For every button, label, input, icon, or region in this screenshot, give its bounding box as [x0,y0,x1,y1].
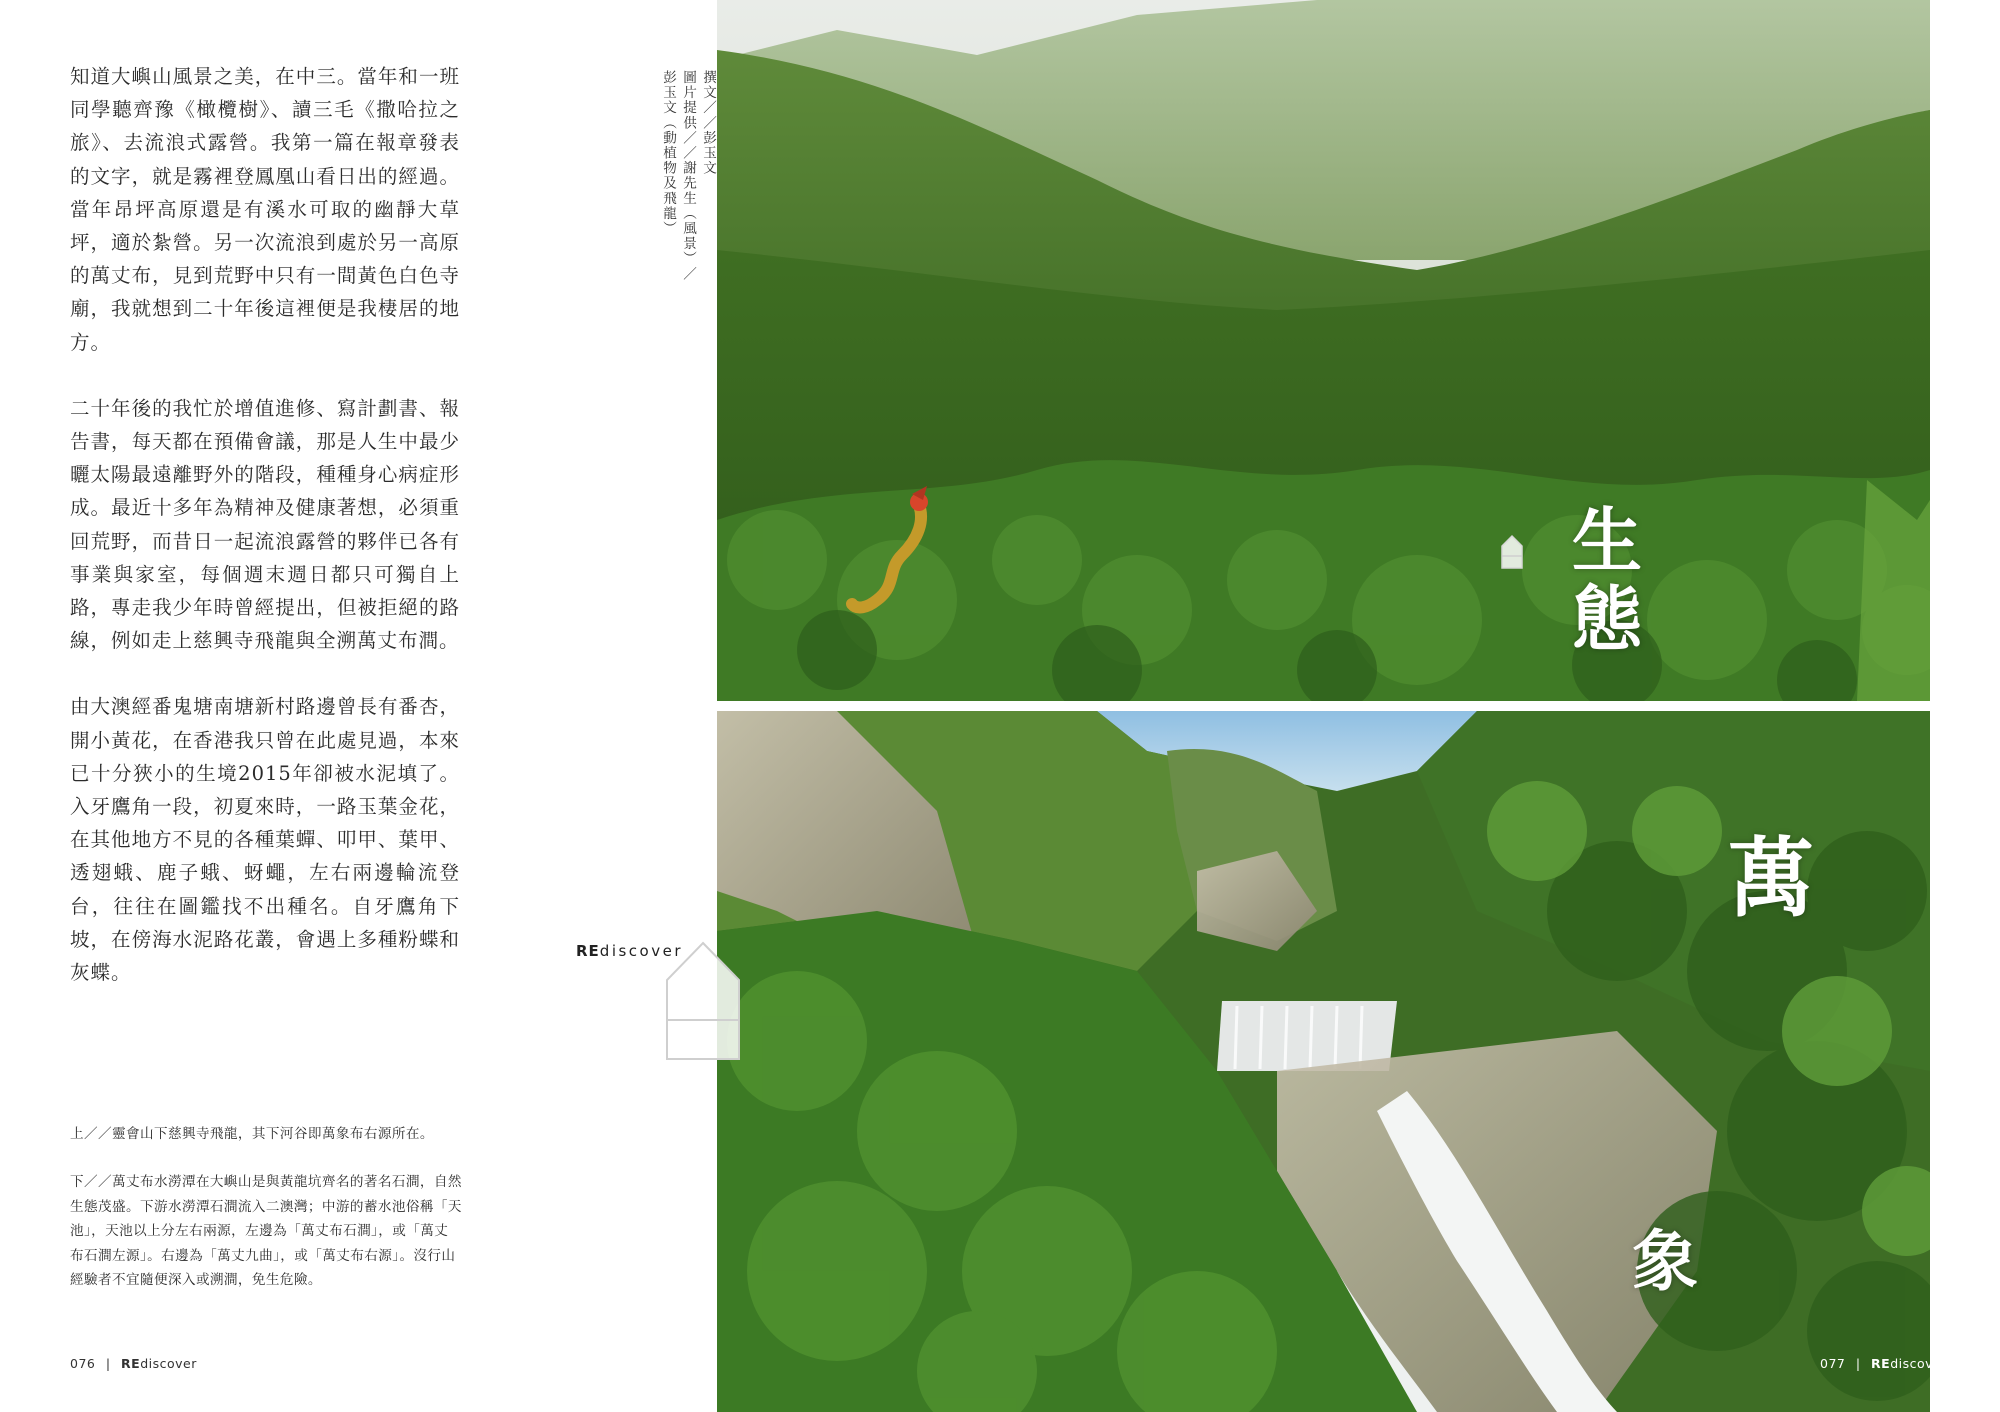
folio-right [1820,1356,1947,1371]
credit-writer: 撰文／／彭玉文 [700,70,716,176]
photo-waterfall [717,711,1930,1412]
article-paragraph-2: 二十年後的我忙於增值進修、寫計劃書、報告書，每天都在預備會議，那是人生中最少曬太陽最遠離野外的階段，種種身心病症形成。最近十多年為精神及健康著想，必須重回荒野，而昔日一起流浪露營的夥伴已各有事業與家室，每個週末週日都只可獨自上路，專走我少年時曾經提出，但被拒絕的路線，例如走上慈興寺飛龍與全溯萬丈布澗。 [70,396,460,653]
caption-top: 上／／靈會山下慈興寺飛龍，其下河谷即萬象布右源所在。 [70,1126,434,1142]
title-char-3: 萬 [1728,828,1814,929]
author-credits [658,70,718,310]
folio-separator-right: | [1855,1356,1861,1371]
brand-rest-center: discover [599,942,683,960]
credit-photos-cont: 彭玉文（動植物及飛龍） [660,70,676,237]
brand-bold-left: RE [121,1356,141,1371]
house-outline-icon [664,940,742,1062]
title-char-4: 象 [1632,1222,1698,1300]
credit-photos: 圖片提供／／謝先生（風景）／ [680,70,696,282]
title-char-2: 態 [1572,577,1642,660]
article-paragraph-1: 知道大嶼山風景之美，在中三。當年和一班同學聽齊豫《橄欖樹》、讀三毛《撒哈拉之旅》、去流浪式露營。我第一篇在報章發表的文字，就是霧裡登鳳凰山看日出的經過。當年昂坪高原還是有溪水可取的幽靜大草坪，適於紮營。另一次流浪到處於另一高原的萬丈布，見到荒野中只有一間黃色白色寺廟，我就想到二十年後這裡便是我棲居的地方。 [70,65,460,354]
folio-separator-left: | [105,1356,111,1371]
page-number-left: 076 [70,1356,96,1371]
photo-valley-dragon [717,0,1930,701]
article-body [70,60,460,1022]
brand-rest-right: discover [1890,1356,1947,1371]
brand-rest-left: discover [140,1356,197,1371]
small-house-icon [1500,534,1524,570]
brand-bold-right: RE [1871,1356,1891,1371]
page-number-right: 077 [1820,1356,1846,1371]
title-char-1: 生 [1572,499,1642,582]
brand-bold-center: RE [576,942,600,960]
article-paragraph-3: 由大澳經番鬼塘南塘新村路邊曾長有番杏，開小黃花，在香港我只曾在此處見過，本來已十分狹小的生境2015年卻被水泥填了。入牙鷹角一段，初夏來時，一路玉葉金花，在其他地方不見的各種葉蟬、叩甲、葉甲、透翅蛾、鹿子蛾、蚜蠅，左右兩邊輪流登台，往往在圖鑑找不出種名。自牙鷹角下坡，在傍海水泥路花叢，會遇上多種粉蝶和灰蝶。 [70,695,460,985]
waterfall-image [717,711,1930,1412]
folio-left [70,1356,197,1371]
valley-landscape-image [717,0,1930,701]
caption-bottom: 下／／萬丈布水澇潭在大嶼山是與黃龍坑齊名的著名石澗，自然生態茂盛。下游水澇潭石澗流入二澳灣；中游的蓄水池俗稱「天池」，天池以上分左右兩源，左邊為「萬丈布石澗」，或「萬丈布石澗左源」。右邊為「萬丈九曲」，或「萬丈布右源」。沒行山經驗者不宜隨便深入或溯澗，免生危險。 [70,1174,462,1289]
